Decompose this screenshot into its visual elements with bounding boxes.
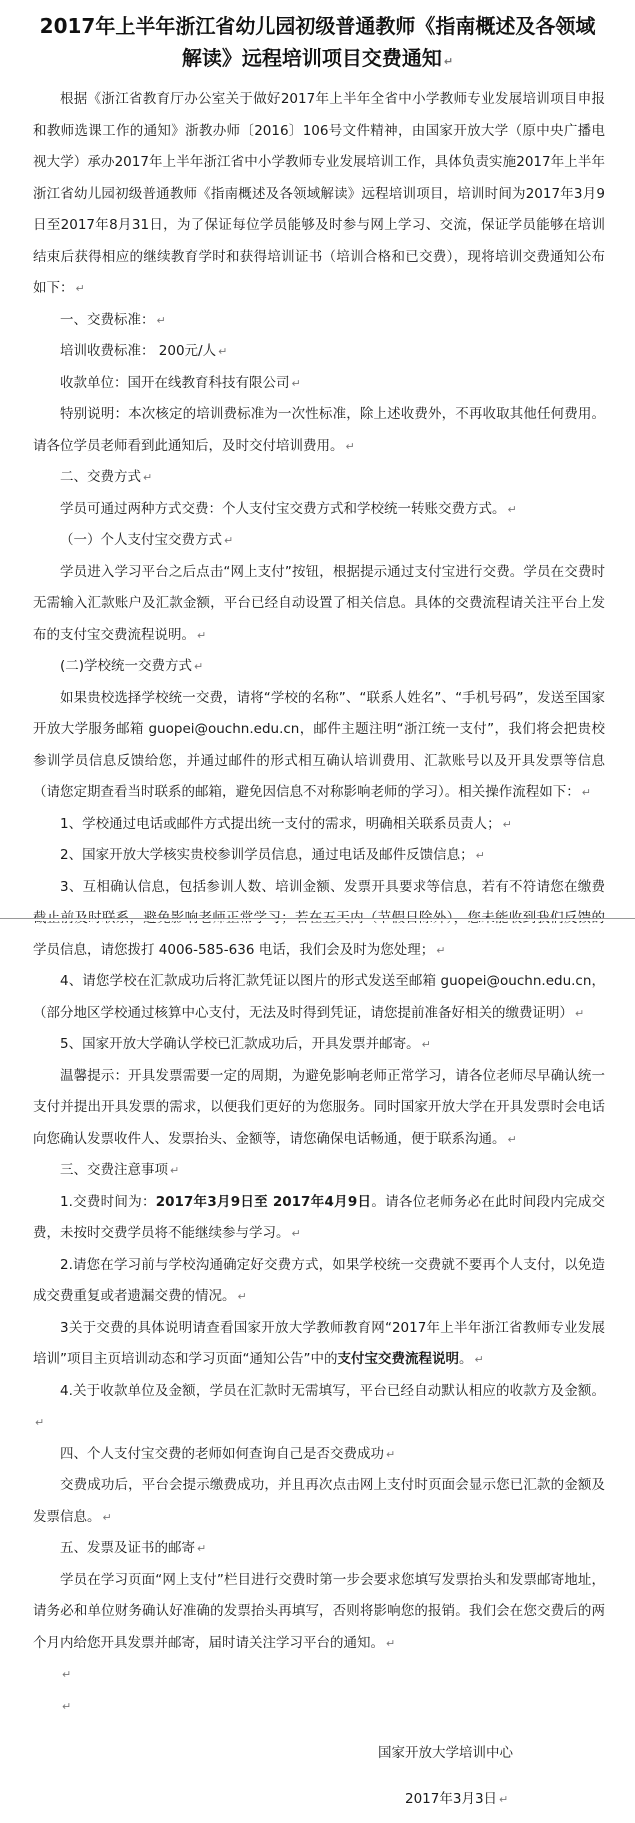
subsection-alipay-text: 学员进入学习平台之后点击“网上支付”按钮，根据提示通过支付宝进行交费。学员在交费时无需输入汇款账户及汇款金额，平台已经自动设置了相关信息。具体的交费流程请关注平台上发布的支付宝交费流程说明。 ↵ <box>33 563 605 643</box>
page-break-line <box>0 918 635 921</box>
subsection-alipay-title: （一）个人支付宝交费方式 ↵ <box>60 532 234 548</box>
signature-org: 国家开放大学培训中心 <box>378 1745 513 1761</box>
title-line-2: 解读》远程培训项目交费通知 <box>181 46 442 70</box>
fee-standard: 培训收费标准： 200元/人 ↵ <box>60 343 228 359</box>
step-5: 5、国家开放大学确认学校已汇款成功后，开具发票并邮寄。 ↵ <box>60 1036 431 1052</box>
section-5-title: 五、发票及证书的邮寄 ↵ <box>60 1540 207 1556</box>
step-2: 2、国家开放大学核实贵校参训学员信息，通过电话及邮件反馈信息； ↵ <box>60 847 485 863</box>
intro-paragraph: 根据《浙江省教育厅办公室关于做好2017年上半年全省中小学教师专业发展培训项目申报和教师选课工作的通知》浙教办师〔2016〕106号文件精神，由国家开放大学（原中央广播电视大学）承办2017年上半年浙江省中小学教师专业发展培训工作，具体负责实施2017年上半年浙江省幼儿园初级普通教师《指南概述及各领域解读》远程培训项目，培训时间为2017年3月9日至2017年8月31日，为了保证每位学员能够及时参与网上学习、交流，保证学员能够在培训结束后获得相应的继续教育学时和获得培训证书（培训合格和已交费），现将培训交费通知公布如下： ↵ <box>33 91 605 296</box>
empty-paragraph: ↵ <box>62 1699 72 1713</box>
signature-date-wrap <box>405 1787 508 1812</box>
section-4-title: 四、个人支付宝交费的老师如何查询自己是否交费成功 ↵ <box>60 1445 396 1462</box>
section-5-text: 学员在学习页面“网上支付”栏目进行交费时第一步会要求您填写发票抬头和发票邮寄地址，请务必和单位财务确认好准确的发票抬头再填写，否则将影响您的报销。我们会在您交费后的两个月内给您开具发票并邮寄，届时请关注学习平台的通知。 ↵ <box>33 1571 605 1651</box>
section-3-title: 三、交费注意事项 ↵ <box>60 1162 180 1178</box>
paragraph-mark-icon: ↵ <box>499 1793 509 1806</box>
step-1: 1、学校通过电话或邮件方式提出统一支付的需求，明确相关联系员责人； ↵ <box>60 815 512 832</box>
step-3: 3、互相确认信息，包括参训人数、培训金额、发票开具要求等信息，若有不符请您在缴费 学员信息，请您拨打 4006-585-636 电话，我们会及时为您处理； ↵ <box>33 878 605 958</box>
notice-body <box>33 84 605 1722</box>
step-4: 4、请您学校在汇款成功后将汇款凭证以图片的形式发送至邮箱 guopei@ouchn.edu.cn，（部分地区学校通过核算中心支付，无法及时得到凭证，请您提前准备好相关的缴费证明） ↵ <box>33 973 605 1021</box>
alipay-guide-ref: 支付宝交费流程说明 <box>337 1351 459 1367</box>
subsection-school-text: 如果贵校选择学校统一交费，请将“学校的名称”、“联系人姓名”、“手机号码”，发送至国家开放大学服务邮箱 guopei@ouchn.edu.cn，邮件主题注明“浙江统一支付”，我们将会把贵校参训学员信息反馈给您，并通过邮件的形式相互确认培训费用、汇款账号以及开具发票等信息（请您定期查看当时联系的邮箱，避免因信息不对称影响老师的学习）。相关操作流程如下： ↵ <box>33 689 605 800</box>
section-1-title: 一、交费标准： ↵ <box>60 311 166 328</box>
section-2-title: 二、交费方式 ↵ <box>60 469 153 485</box>
note-1: 1.交费时间为：2017年3月9日至 2017年4月9日。请各位老师务必在此时间段内完成交费，未按时交费学员将不能继续参与学习。 ↵ <box>33 1193 606 1241</box>
note-2: 2.请您在学习前与学校沟通确定好交费方式，如果学校统一交费就不要再个人支付，以免造成交费重复或者遗漏交费的情况。 ↵ <box>33 1256 605 1304</box>
warm-tip: 温馨提示：开具发票需要一定的周期，为避免影响老师正常学习，请各位老师尽早确认统一支付并提出开具发票的需求，以便我们更好的为您服务。同时国家开放大学在开具发票时会电话向您确认发票收件人、发票抬头、金额等，请您确保电话畅通，便于联系沟通。 ↵ <box>33 1067 605 1147</box>
notice-title <box>20 10 615 78</box>
note-3: 3关于交费的具体说明请查看国家开放大学教师教育网“2017年上半年浙江省教师专业发展培训”项目主页培训动态和学习页面“通知公告”中的支付宝交费流程说明。 ↵ <box>33 1319 605 1367</box>
payment-period: 2017年3月9日至 2017年4月9日 <box>155 1193 372 1210</box>
signature-date: 2017年3月3日 <box>405 1791 498 1807</box>
note-4: 4.关于收款单位及金额，学员在汇款时无需填写，平台已经自动默认相应的收款方及金额。↵ <box>35 1382 605 1429</box>
subsection-school-title: (二)学校统一交费方式 ↵ <box>60 658 204 674</box>
payee-unit: 收款单位：国开在线教育科技有限公司 ↵ <box>60 374 301 391</box>
section-2-intro: 学员可通过两种方式交费：个人支付宝交费方式和学校统一转账交费方式。 ↵ <box>60 500 517 517</box>
section-4-text: 交费成功后，平台会提示缴费成功，并且再次点击网上支付时页面会显示您已汇款的金额及发票信息。 ↵ <box>33 1477 605 1525</box>
title-line-1: 2017年上半年浙江省幼儿园初级普通教师《指南概述及各领域 <box>39 14 596 38</box>
empty-paragraph: ↵ <box>62 1668 72 1681</box>
paragraph-mark-icon: ↵ <box>443 55 454 68</box>
special-note: 特别说明：本次核定的培训费标准为一次性标准，除上述收费外，不再收取其他任何费用。请各位学员老师看到此通知后，及时交付培训费用。 ↵ <box>33 406 605 454</box>
